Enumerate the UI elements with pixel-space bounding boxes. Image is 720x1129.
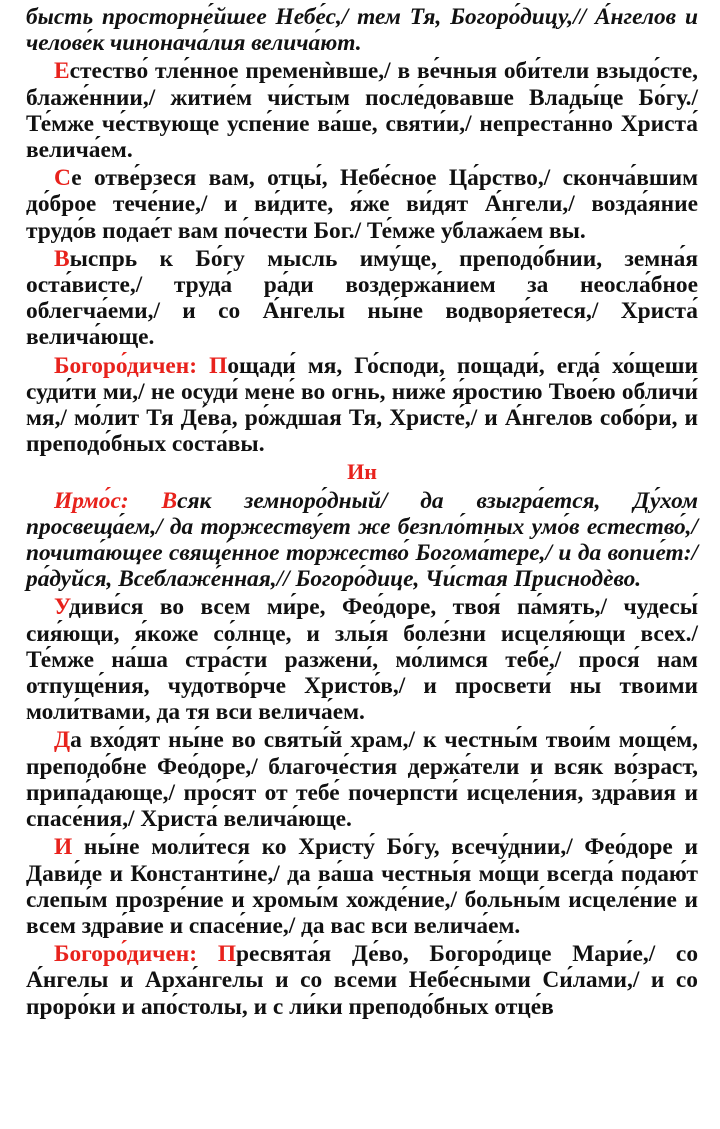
paragraph-8 [26,727,698,832]
drop-initial: В [161,487,178,514]
paragraph-9 [26,834,698,939]
irmos-label: Ирмо́с: [54,487,162,514]
paragraph-3-text: е отве́рзеся вам, отцы́, Небе́сное Ца́рство,/ сконча́вшим до́брое тече́ние,/ и ви́дите, я́же ви́дят А́нгели,/ возда́яние трудо́в подае́т вам по́чести Бог./ Те́мже ублажа́ем вы. [26,165,698,244]
drop-initial: Д [54,727,71,754]
paragraph-1-text: бысть просторне́йшее Небе́с,/ тем Тя, Богоро́дицу,// А́нгелов и челове́к чинонача́лия велича́ют. [26,4,698,57]
drop-initial: Е [54,58,70,85]
theotokion-label: Богоро́дичен: [54,352,210,379]
paragraph-8-text: а вхо́дят ны́не во святы́й храм,/ к честны́м твои́м моще́м, преподо́бне Фео́доре,/ благоче́стия держа́тели и всяк во́зраст, припа́дающе,/ про́сят от тебе́ почерпсти́ исцеле́ния, здра́вия и спасе́ния,/ Христа́ велича́юще. [26,727,698,833]
paragraph-1 [26,4,698,56]
paragraph-6-text: сяк земноро́дный/ да взыгра́ется, Ду́хом просвеща́ем,/ да торжеству́ет же безпло́тных умо́в естество́,/ почита́ющее свяще́нное торжество́ Богома́тере,/ и да вопие́т:/ ра́дуйся, Всеблаже́нная,// Богоро́дице, Чи́стая Приснодѐво. [26,487,698,593]
drop-initial: У [54,594,69,621]
drop-initial: И [54,834,73,861]
paragraph-9-text: ны́не моли́теся ко Христу́ Бо́гу, всечу́днии,/ Фео́доре и Дави́де и Константи́не,/ да ва́ша честны́я мо́щи всегда́ подаю́т слепы́м прозре́ние и хромы́м хожде́ние,/ больны́м исцеле́ние и всем здра́вие и спасе́ние,/ да вас вси велича́ем. [26,834,698,939]
paragraph-6 [26,488,698,593]
drop-initial: В [54,245,70,272]
drop-initial: П [217,941,237,968]
paragraph-2 [26,58,698,163]
paragraph-7-text: диви́ся во всем ми́ре, Фео́доре, твоя́ па́мять,/ чудесы́ сия́ющи, я́коже со́лнце, и злы́я боле́зни исцеля́ющи всех./ Те́мже на́ша стра́сти разжени́, мо́лимся тебе́,/ прося́ нам отпуще́ния, чудотво́рче Христо́в,/ и просвети́ ны твоими моли́твами, да тя вси велича́ем. [26,594,698,726]
drop-initial: П [209,352,228,379]
paragraph-5 [26,353,698,458]
paragraph-4 [26,246,698,351]
theotokion-label: Богоро́дичен: [54,941,218,968]
page-text [26,4,698,1020]
paragraph-10-text: ресвята́я Де́во, Богоро́дице Мари́е,/ со А́нгелы и Арха́нгелы и со всеми Небе́сными Си́лами,/ и со проро́ки и апо́столы, и с ли́ки преподо́бных отце́в [26,941,699,1020]
section-heading: Ин [347,459,377,485]
paragraph-4-text: ыспрь к Бо́гу мысль иму́ще, преподо́бнии, земна́я оста́висте,/ труда́ ра́ди воздержа́нием за неосла́бное облегча́еми,/ и со А́нгелы ны́не водворя́етеся,/ Христа́ велича́юще. [26,245,698,351]
paragraph-7 [26,594,698,725]
drop-initial: С [54,165,72,192]
paragraph-3 [26,165,698,244]
paragraph-5-text: ощади́ мя, Го́споди, пощади́, егда́ хо́щеши суди́ти ми,/ не осуди́ мене́ во огнь, ниже́ я́ростию Твое́ю обличи́ мя,/ мо́лит Тя Де́ва, ро́ждшая Тя, Христе́,/ и А́нгелов собо́ри, и преподо́бных соста́вы. [26,352,698,458]
paragraph-10 [26,941,698,1020]
paragraph-2-text: стество́ тле́нное пременѝвше,/ в ве́чныя оби́тели взыдо́сте, блаже́ннии,/ житие́м чи́стым после́довавше Влады́це Бо́гу./ Те́мже че́ствующе успе́ние ва́ше, святи́и,/ непреста́нно Христа́ велича́ем. [26,58,698,164]
